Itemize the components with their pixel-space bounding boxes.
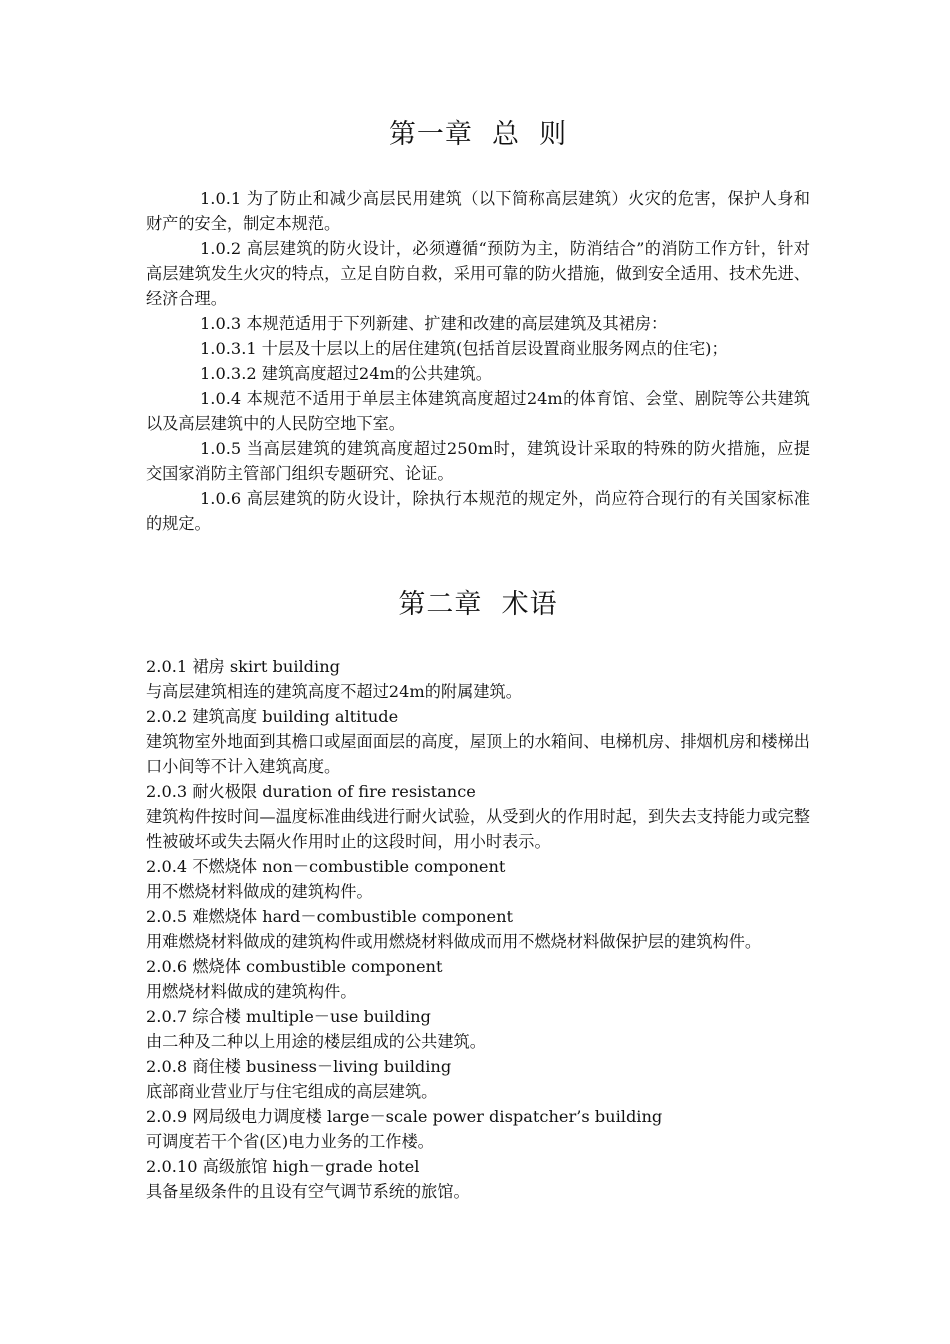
clause-1-0-5: 1.0.5 当高层建筑的建筑高度超过250m时，建筑设计采取的特殊的防火措施，应提交国家消防主管部门组织专题研究、论证。	[146, 439, 810, 483]
term-definition: 用不燃烧材料做成的建筑构件。	[146, 882, 373, 901]
term-heading: 2.0.7 综合楼 multiple－use building	[146, 1007, 431, 1026]
clause-1-0-3: 1.0.3 本规范适用于下列新建、扩建和改建的高层建筑及其裙房：	[200, 314, 668, 333]
term-heading: 2.0.5 难燃烧体 hard－combustible component	[146, 907, 514, 926]
term-heading: 2.0.6 燃烧体 combustible component	[146, 957, 443, 976]
chapter-2-title: 第二章 术语	[398, 589, 558, 620]
term-definition: 建筑构件按时间—温度标准曲线进行耐火试验，从受到火的作用时起，到失去支持能力或完整性被破坏或失去隔火作用时止的这段时间，用小时表示。	[146, 807, 810, 851]
chapter-1-title: 第一章 总 则	[388, 119, 568, 150]
term-heading: 2.0.4 不燃烧体 non－combustible component	[146, 857, 506, 876]
term-definition: 具备星级条件的且设有空气调节系统的旅馆。	[146, 1182, 470, 1201]
term-heading: 2.0.10 高级旅馆 high－grade hotel	[146, 1157, 420, 1176]
chapter-2-body	[146, 654, 810, 1204]
term-heading: 2.0.3 耐火极限 duration of fire resistance	[146, 782, 476, 801]
term-definition: 可调度若干个省(区)电力业务的工作楼。	[146, 1132, 434, 1151]
term-heading: 2.0.1 裙房 skirt building	[146, 657, 341, 676]
term-definition: 与高层建筑相连的建筑高度不超过24m的附属建筑。	[146, 682, 522, 701]
clause-1-0-3-2: 1.0.3.2 建筑高度超过24m的公共建筑。	[200, 364, 492, 383]
term-definition: 底部商业营业厅与住宅组成的高层建筑。	[146, 1082, 438, 1101]
term-definition: 用燃烧材料做成的建筑构件。	[146, 982, 357, 1001]
clause-1-0-1: 1.0.1 为了防止和减少高层民用建筑（以下简称高层建筑）火灾的危害，保护人身和财产的安全，制定本规范。	[146, 189, 810, 233]
clause-1-0-6: 1.0.6 高层建筑的防火设计，除执行本规范的规定外，尚应符合现行的有关国家标准的规定。	[146, 489, 810, 533]
term-definition: 用难燃烧材料做成的建筑构件或用燃烧材料做成而用不燃烧材料做保护层的建筑构件。	[146, 932, 762, 951]
term-heading: 2.0.8 商住楼 business－living building	[146, 1057, 452, 1076]
chapter-1-body	[146, 186, 810, 536]
term-heading: 2.0.9 网局级电力调度楼 large－scale power dispatcher’s building	[146, 1107, 663, 1126]
term-definition: 由二种及二种以上用途的楼层组成的公共建筑。	[146, 1032, 486, 1051]
term-definition: 建筑物室外地面到其檐口或屋面面层的高度，屋顶上的水箱间、电梯机房、排烟机房和楼梯出口小间等不计入建筑高度。	[146, 732, 810, 776]
clause-1-0-2: 1.0.2 高层建筑的防火设计，必须遵循“预防为主，防消结合”的消防工作方针，针对高层建筑发生火灾的特点，立足自防自救，采用可靠的防火措施，做到安全适用、技术先进、经济合理。	[146, 239, 810, 308]
clause-1-0-4: 1.0.4 本规范不适用于单层主体建筑高度超过24m的体育馆、会堂、剧院等公共建筑以及高层建筑中的人民防空地下室。	[146, 389, 810, 433]
clause-1-0-3-1: 1.0.3.1 十层及十层以上的居住建筑(包括首层设置商业服务网点的住宅)；	[200, 339, 728, 358]
term-heading: 2.0.2 建筑高度 building altitude	[146, 707, 399, 726]
